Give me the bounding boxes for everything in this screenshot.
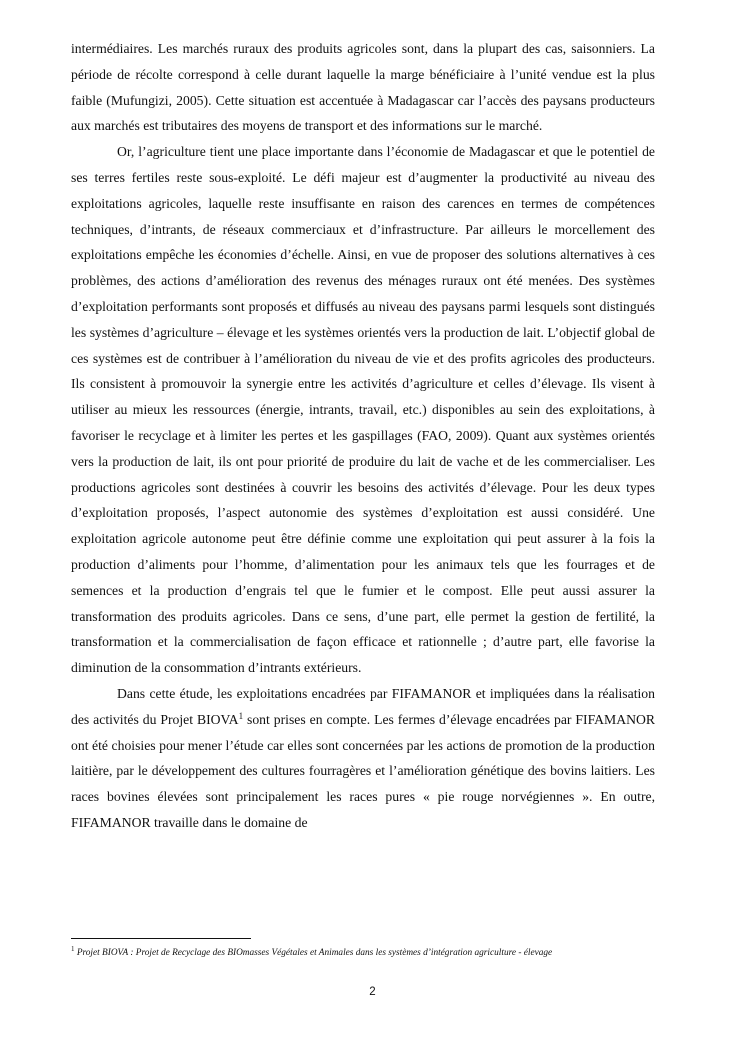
page-number: 2 (369, 986, 376, 998)
paragraph-3-text-before: Dans cette étude, les exploitations encadrées par FIFAMANOR et impliquées dans la réalisation des activités du Projet BIOVA (71, 685, 655, 727)
footnote-marker: 1 (71, 945, 75, 953)
page-body (71, 36, 655, 836)
footnote-reference[interactable]: 1 (238, 710, 244, 721)
footnote (71, 946, 671, 960)
paragraph-3 (71, 681, 655, 836)
paragraph-1: intermédiaires. Les marchés ruraux des produits agricoles sont, dans la plupart des cas, saisonniers. La période de récolte correspond à celle durant laquelle la marge bénéficiaire à l’unité vendue est la plus faible (Mufungizi, 2005). Cette situation est accentuée à Madagascar car l’accès des paysans producteurs aux marchés est tributaires des moyens de transport et des informations sur le marché. (71, 41, 655, 134)
footnote-separator (71, 938, 251, 939)
footnote-text: Projet BIOVA : Projet de Recyclage des BIOmasses Végétales et Animales dans les systèmes d’intégration agriculture - élevage (74, 948, 553, 958)
paragraph-3-text-after: sont prises en compte. Les fermes d’élevage encadrées par FIFAMANOR ont été choisies pour mener l’étude car elles sont concernées par les actions de promotion de la production laitière, par le développement des cultures fourragères et l’amélioration génétique des bovins laitiers. Les races bovines élevées sont principalement les races pures « pie rouge norvégiennes ». En outre, FIFAMANOR travaille dans le domaine de (71, 711, 656, 830)
paragraph-2: Or, l’agriculture tient une place importante dans l’économie de Madagascar et que le potentiel de ses terres fertiles reste sous-exploité. Le défi majeur est d’augmenter la productivité au niveau des exploitations agricoles, laquelle reste insuffisante en raison des carences en termes de compétences techniques, d’intrants, de réseaux commerciaux et d’infrastructure. Par ailleurs le morcellement des exploitations empêche les économies d’échelle. Ainsi, en vue de proposer des solutions alternatives à ces problèmes, des actions d’amélioration des revenus des ménages ruraux ont été menées. Des systèmes d’exploitation performants sont proposés et diffusés au niveau des paysans parmi lesquels sont distingués les systèmes d’agriculture – élevage et les systèmes orientés vers la production de lait. L’objectif global de ces systèmes est de contribuer à l’amélioration du niveau de vie et des profits agricoles des producteurs. Ils consistent à promouvoir la synergie entre les activités d’agriculture et celles d’élevage. Ils visent à utiliser au mieux les ressources (énergie, intrants, travail, etc.) disponibles au sein des exploitations, à favoriser le recyclage et à limiter les pertes et les gaspillages (FAO, 2009). Quant aux systèmes orientés vers la production de lait, ils ont pour priorité de produire du lait de vache et de les commercialiser. Les productions agricoles sont destinées à couvrir les besoins des activités d’élevage. Pour les deux types d’exploitation proposés, l’aspect autonomie des systèmes d’exploitation est aussi considéré. Une exploitation agricole autonome peut être définie comme une exploitation qui peut assurer à la fois la production d’aliments pour l’homme, d’alimentation pour les animaux tels que les fourrages et de semences et la production d’engrais tel que le fumier et le compost. Elle peut aussi assurer la transformation des produits agricoles. Dans ce sens, d’une part, elle permet la gestion de fertilité, la transformation et la commercialisation de façon efficace et rationnelle ; d’autre part, elle favorise la diminution de la consommation d’intrants extérieurs. (71, 144, 655, 676)
